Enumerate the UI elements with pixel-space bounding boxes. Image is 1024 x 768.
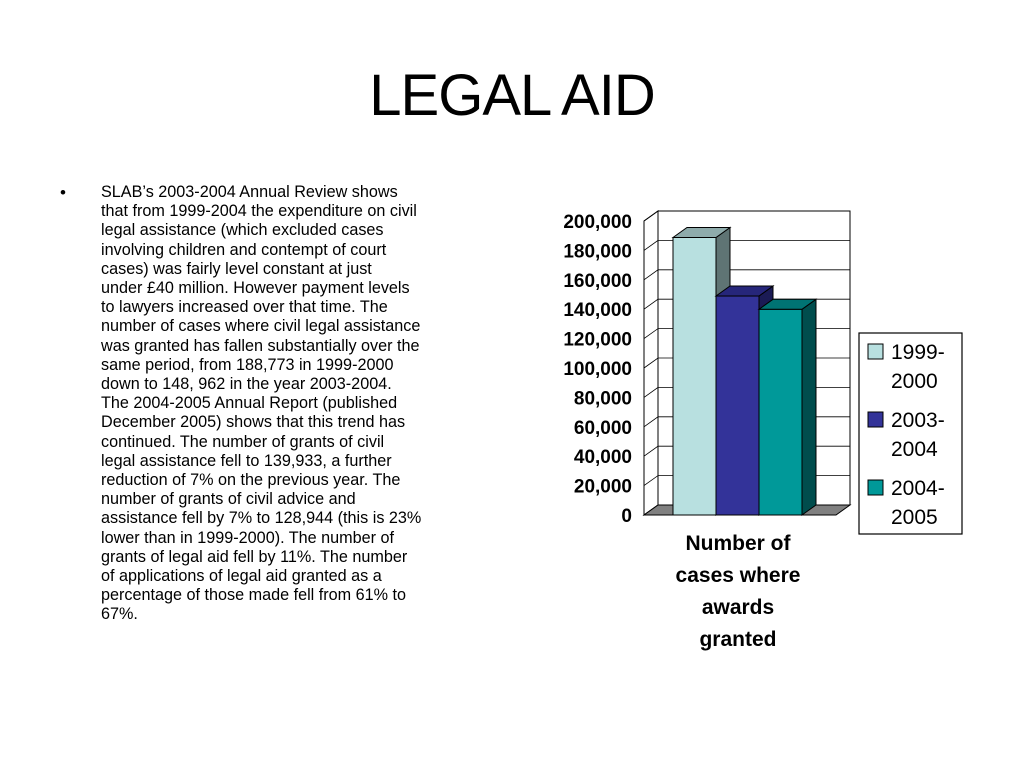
y-tick-label: 100,000 [563, 359, 632, 380]
y-tick-label: 120,000 [563, 329, 632, 351]
y-tick-label: 0 [621, 506, 632, 527]
legend-swatch-2004-2005 [868, 480, 883, 495]
legend-label-line: 2005 [891, 506, 938, 529]
y-tick-label: 60,000 [573, 417, 632, 439]
y-tick-label: 180,000 [563, 241, 632, 263]
x-category-label-line: cases where [675, 564, 801, 587]
x-category-label-line: awards [701, 596, 775, 619]
bar-side [802, 299, 816, 515]
legend-label-line: 2004- [891, 477, 945, 500]
bullet-icon: • [60, 183, 66, 202]
y-tick-label: 40,000 [573, 447, 632, 469]
y-tick-label: 80,000 [573, 388, 632, 410]
bar-front [716, 296, 759, 515]
bar-front [673, 238, 716, 515]
chart-legend [859, 333, 962, 534]
legend-label-line: 1999- [891, 341, 945, 364]
x-category-label [676, 532, 801, 651]
legend-swatch-1999-2000 [868, 344, 883, 359]
bar-2004-2005 [759, 299, 816, 515]
bar-front [759, 309, 802, 515]
slide-title: LEGAL AID [369, 63, 655, 128]
y-tick-label: 200,000 [563, 212, 632, 233]
y-tick-label: 160,000 [563, 270, 632, 292]
legend-label-line: 2004 [891, 438, 938, 461]
x-category-label-line: Number of [685, 532, 791, 555]
bullet-text: SLAB’s 2003-2004 Annual Review shows that from 1999-2004 the expenditure on civil legal assistance (which excluded cases involving children and contempt of court cases) was fairly level constant at just under £40 million. However payment levels to lawyers increased over that time. The number of cases where civil legal assistance was granted has fallen substantially over the same period, from 188,773 in 1999-2000 down to 148, 962 in the year 2003-2004. The 2004-2005 Annual Report (published December 2005) shows that this trend has continued. The number of grants of civil legal assistance fell to 139,933, a further reduction of 7% on the previous year. The number of grants of civil advice and assistance fell by 7% to 128,944 (this is 23% lower than in 1999-2000). The number of grants of legal aid fell by 11%. The number of applications of legal aid granted as a percentage of those made fell from 61% to 67%. [101, 183, 422, 624]
legend-label-line: 2003- [891, 409, 945, 432]
legend-label-line: 2000 [891, 370, 938, 393]
legend-swatch-2003-2004 [868, 412, 883, 427]
x-category-label-line: granted [699, 628, 777, 651]
y-tick-label: 20,000 [573, 476, 632, 498]
y-tick-label: 140,000 [563, 300, 632, 322]
